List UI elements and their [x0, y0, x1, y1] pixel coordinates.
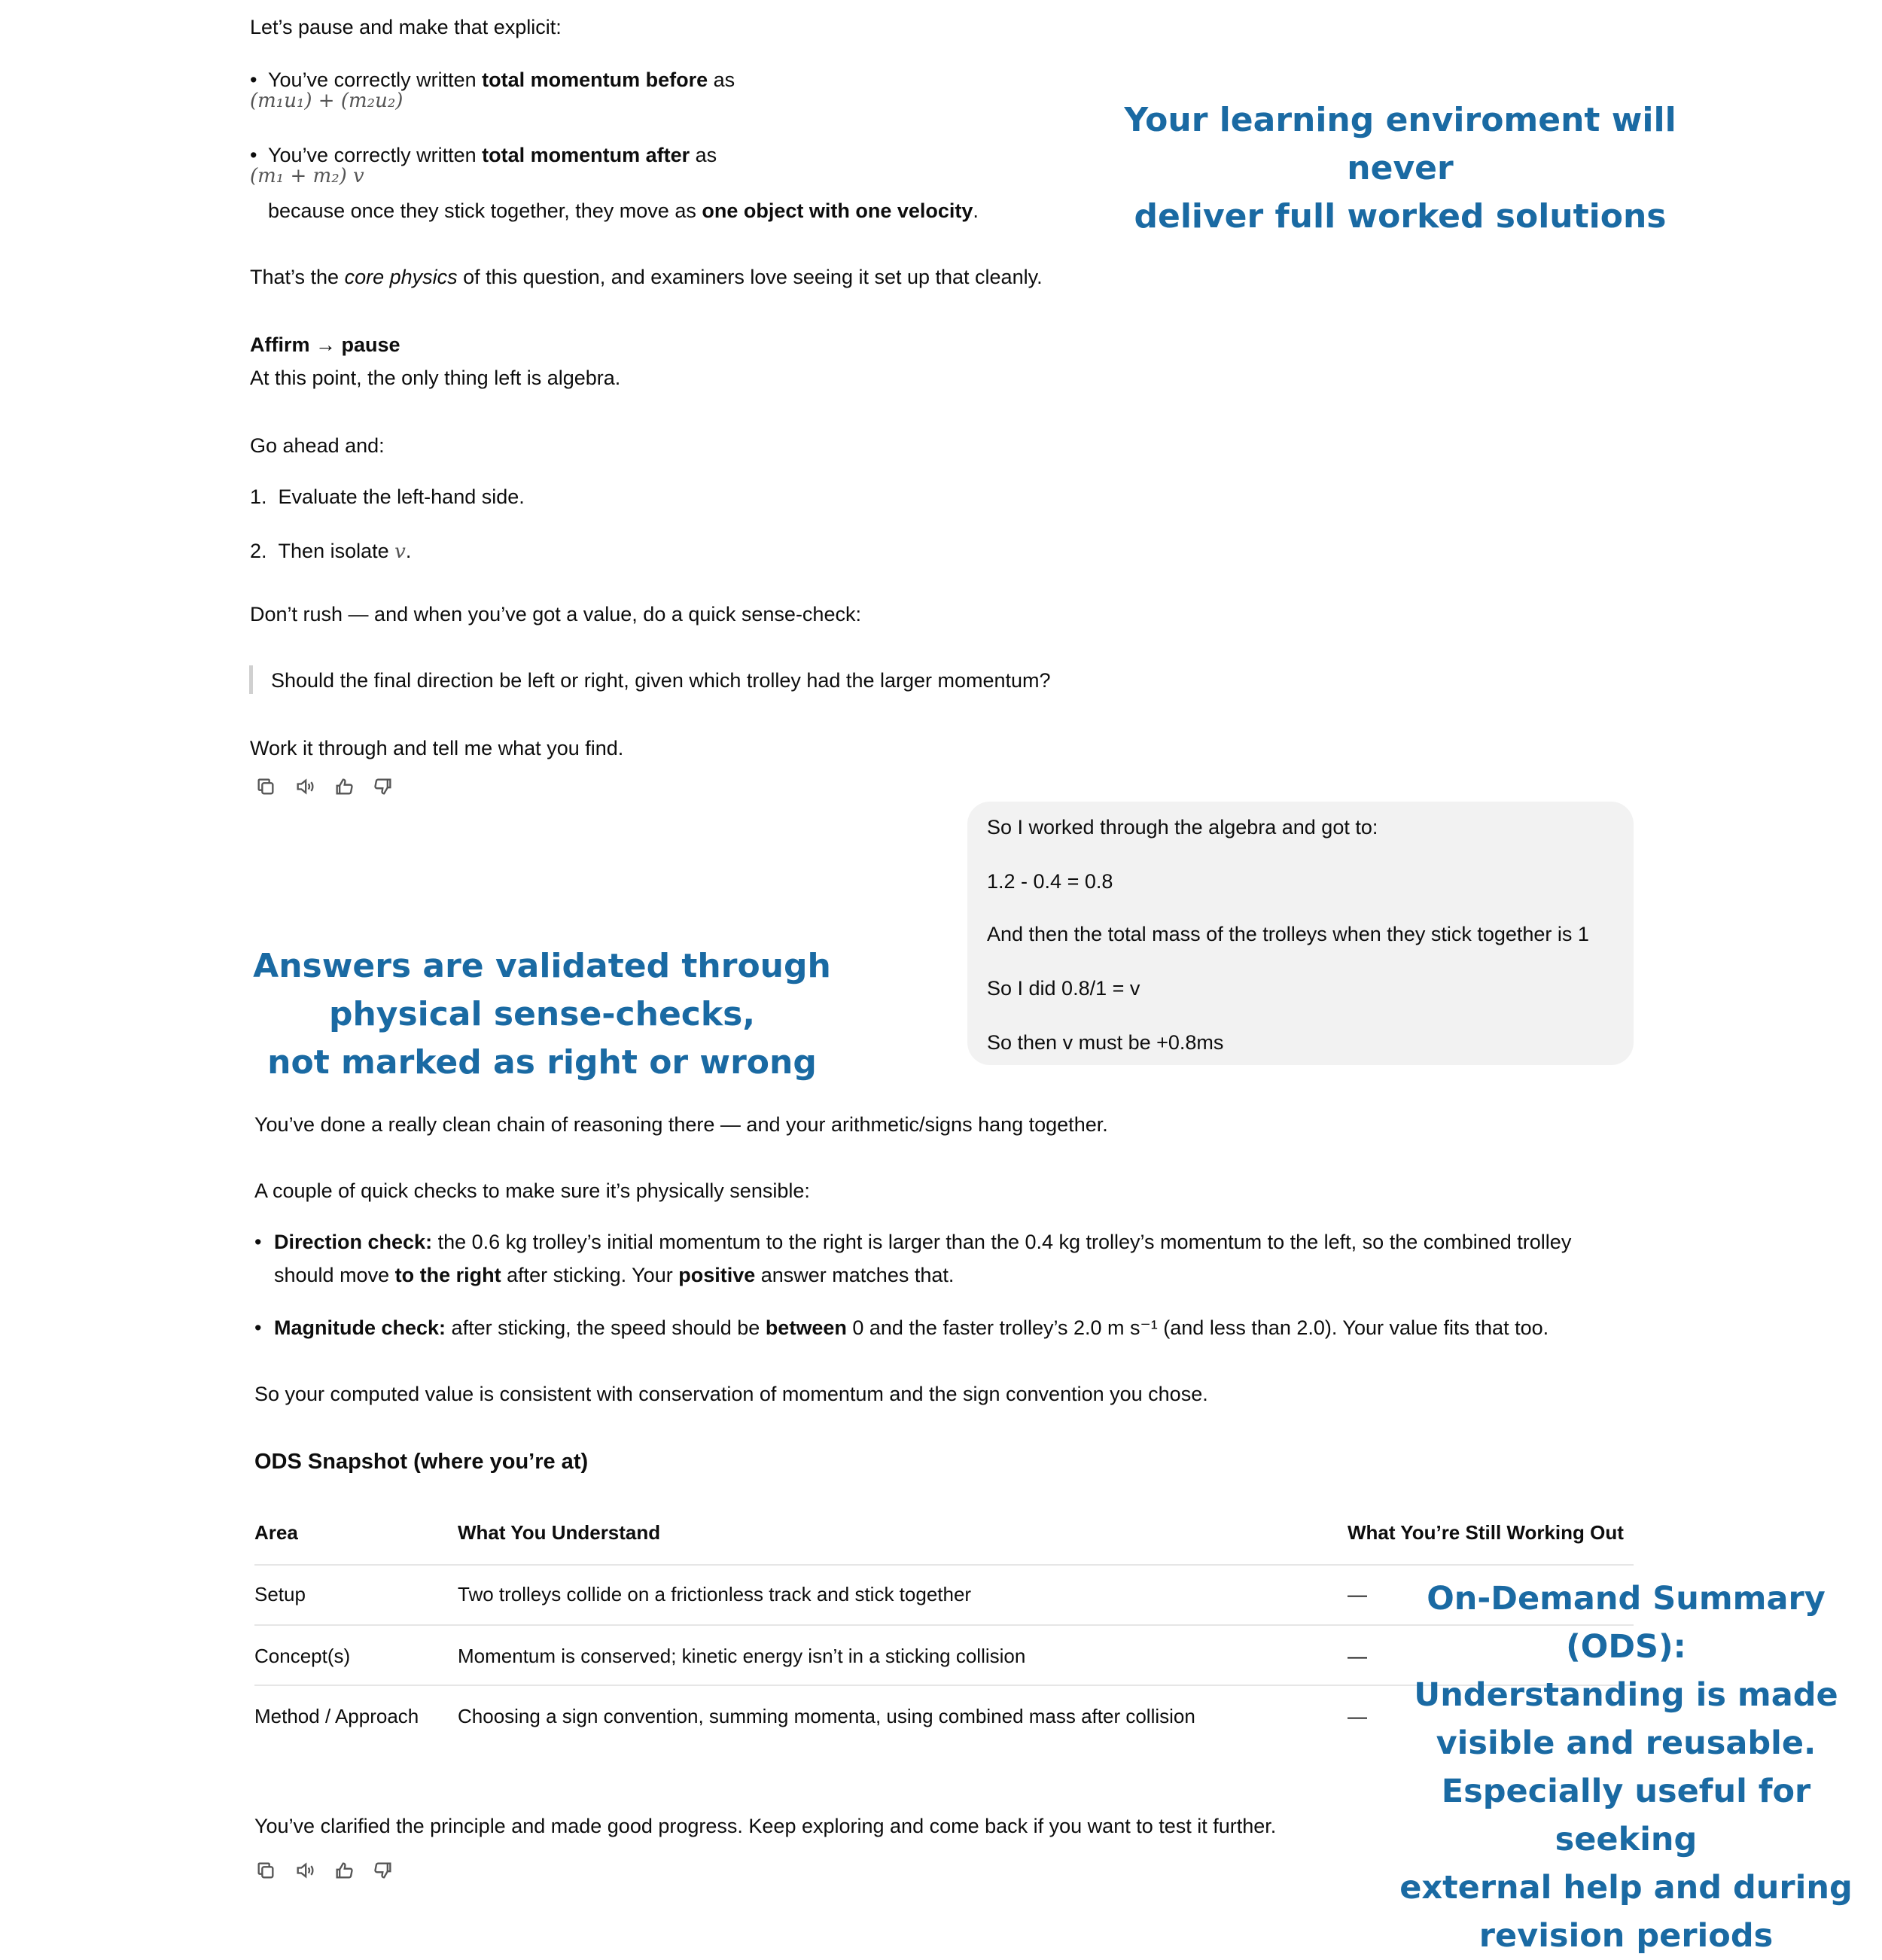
- bullet-dot: •: [250, 68, 257, 91]
- annotation-ods: On-Demand Summary (ODS): Understanding is made visible and reusable. Especially useful for seeking external help and during revision periods: [1399, 1580, 1853, 1955]
- direction-check-line1: • Direction check: the 0.6 kg trolley’s initial momentum to the right is larger than the 0.4 kg trolley’s momentum to the left, so the combined trolley: [254, 1227, 1571, 1257]
- momentum-before-formula: (m₁u₁) + (m₂u₂): [250, 90, 404, 112]
- user-message-bubble: [967, 802, 1634, 1065]
- thumbs-down-icon[interactable]: [372, 1859, 394, 1882]
- ods-heading: ODS Snapshot (where you’re at): [254, 1450, 589, 1474]
- intro-text: Let’s pause and make that explicit:: [250, 16, 562, 38]
- couple-checks-text: A couple of quick checks to make sure it’s physically sensible:: [254, 1179, 810, 1202]
- read-aloud-icon[interactable]: [294, 775, 316, 798]
- user-line: And then the total mass of the trolleys when they stick together is 1: [987, 923, 1589, 945]
- table-header-area: Area: [254, 1521, 298, 1544]
- thumbs-up-icon[interactable]: [333, 1859, 355, 1882]
- blockquote-bar: [249, 665, 253, 694]
- message-actions: [254, 1859, 394, 1882]
- message-actions: [254, 775, 394, 798]
- closing-text: You’ve clarified the principle and made good progress. Keep exploring and come back if you want to test it further.: [254, 1815, 1277, 1837]
- go-ahead-text: Go ahead and:: [250, 434, 385, 457]
- table-cell-working-out: —: [1348, 1705, 1367, 1727]
- bullet-continuation: because once they stick together, they move as one object with one velocity.: [268, 199, 979, 222]
- table-cell-understand: Choosing a sign convention, summing momenta, using combined mass after collision: [458, 1705, 1195, 1727]
- table-cell-area: Concept(s): [254, 1645, 351, 1667]
- annotation-sense-checks: Answers are validated through physical sense-checks, not marked as right or wrong: [253, 947, 831, 1082]
- bullet-momentum-after: • You’ve correctly written total momentum after as: [250, 140, 717, 170]
- table-cell-understand: Two trolleys collide on a frictionless track and stick together: [458, 1583, 972, 1605]
- bullet-dot: •: [254, 1316, 262, 1339]
- table-header-understand: What You Understand: [458, 1521, 661, 1544]
- user-line: 1.2 - 0.4 = 0.8: [987, 870, 1113, 893]
- thumbs-up-icon[interactable]: [333, 775, 355, 798]
- copy-icon[interactable]: [254, 775, 277, 798]
- table-cell-working-out: —: [1348, 1583, 1367, 1605]
- table-cell-working-out: —: [1348, 1645, 1367, 1667]
- copy-icon[interactable]: [254, 1859, 277, 1882]
- direction-check-line2: should move to the right after sticking. Your positive answer matches that.: [274, 1264, 955, 1286]
- affirm-text: At this point, the only thing left is algebra.: [250, 367, 621, 389]
- bullet-dot: •: [250, 144, 257, 166]
- bullet-dot: •: [254, 1231, 262, 1253]
- dont-rush-text: Don’t rush — and when you’ve got a value, do a quick sense-check:: [250, 603, 861, 625]
- magnitude-check: • Magnitude check: after sticking, the speed should be between 0 and the faster trolley’s 2.0 m s⁻¹ (and less than 2.0). Your value fits that too.: [254, 1313, 1549, 1343]
- affirm-heading: Affirm → pause: [250, 333, 400, 356]
- core-physics-text: That’s the core physics of this question, and examiners love seeing it set up that cleanly.: [250, 266, 1043, 288]
- table-cell-understand: Momentum is conserved; kinetic energy isn’t in a sticking collision: [458, 1645, 1026, 1667]
- work-through-text: Work it through and tell me what you find.: [250, 737, 624, 759]
- table-cell-area: Setup: [254, 1583, 306, 1605]
- user-line: So I did 0.8/1 = v: [987, 977, 1140, 1000]
- user-line: So I worked through the algebra and got to:: [987, 816, 1378, 838]
- momentum-after-formula: (m₁ + m₂) v: [250, 165, 364, 187]
- thumbs-down-icon[interactable]: [372, 775, 394, 798]
- step-1: 1. Evaluate the left-hand side.: [250, 485, 525, 508]
- user-line: So then v must be +0.8ms: [987, 1031, 1224, 1054]
- step-2: 2. Then isolate v.: [250, 540, 412, 563]
- consistent-text: So your computed value is consistent with conservation of momentum and the sign convention you chose.: [254, 1383, 1208, 1405]
- bullet-momentum-before: • You’ve correctly written total momentum before as: [250, 65, 735, 95]
- read-aloud-icon[interactable]: [294, 1859, 316, 1882]
- table-header-working-out: What You’re Still Working Out: [1348, 1521, 1624, 1544]
- sense-check-quote: Should the final direction be left or right, given which trolley had the larger momentum?: [271, 669, 1051, 692]
- annotation-no-worked-solutions: Your learning enviroment will never deliver full worked solutions: [1124, 101, 1676, 236]
- clean-chain-text: You’ve done a really clean chain of reasoning there — and your arithmetic/signs hang together.: [254, 1113, 1108, 1136]
- table-divider: [254, 1564, 1634, 1566]
- table-cell-area: Method / Approach: [254, 1705, 419, 1727]
